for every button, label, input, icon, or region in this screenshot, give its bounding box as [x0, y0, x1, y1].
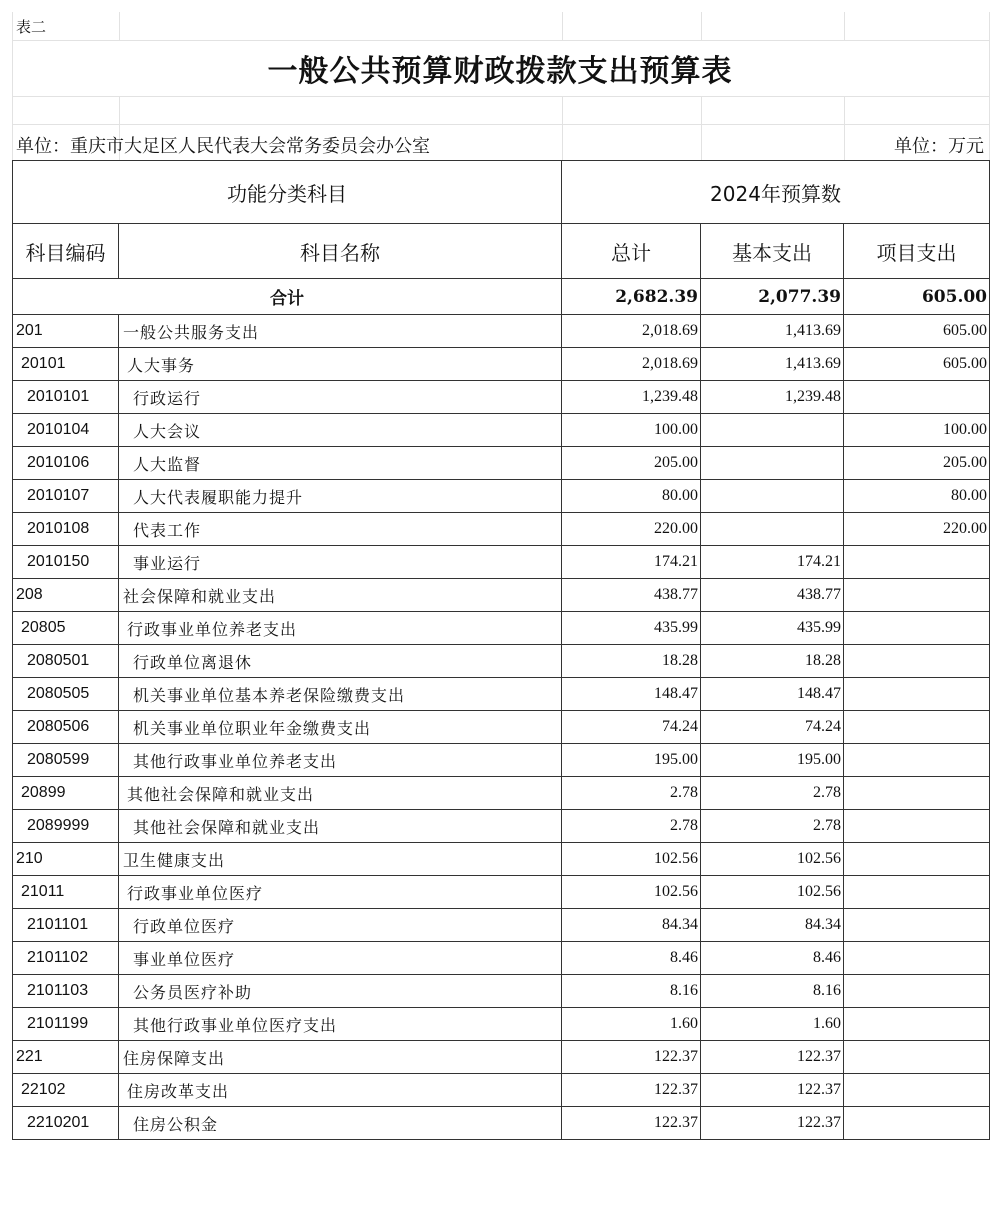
row-basic	[701, 480, 844, 513]
row-name: 人大代表履职能力提升	[119, 480, 562, 513]
row-basic: 435.99	[701, 612, 844, 645]
row-basic: 148.47	[701, 678, 844, 711]
header-functional-category: 功能分类科目	[13, 161, 562, 224]
row-name: 其他行政事业单位医疗支出	[119, 1008, 562, 1041]
row-code: 221	[13, 1041, 119, 1074]
row-code: 2010101	[13, 381, 119, 414]
table-row	[13, 579, 990, 612]
row-code: 21011	[13, 876, 119, 909]
table-row	[13, 1041, 990, 1074]
row-basic: 8.46	[701, 942, 844, 975]
row-project	[844, 777, 990, 810]
row-total: 205.00	[562, 447, 701, 480]
row-project	[844, 579, 990, 612]
row-code: 2101101	[13, 909, 119, 942]
row-project	[844, 1107, 990, 1140]
row-project	[844, 612, 990, 645]
row-basic: 84.34	[701, 909, 844, 942]
row-code: 22102	[13, 1074, 119, 1107]
row-project	[844, 1041, 990, 1074]
table-row	[13, 1074, 990, 1107]
row-name: 行政事业单位医疗	[119, 876, 562, 909]
row-total: 2,018.69	[562, 315, 701, 348]
row-code: 2101102	[13, 942, 119, 975]
table-row	[13, 810, 990, 843]
header-project: 项目支出	[844, 224, 990, 279]
row-name: 社会保障和就业支出	[119, 579, 562, 612]
total-row	[13, 279, 990, 315]
table-row	[13, 777, 990, 810]
row-code: 210	[13, 843, 119, 876]
row-code: 2101199	[13, 1008, 119, 1041]
row-basic: 8.16	[701, 975, 844, 1008]
row-code: 2080599	[13, 744, 119, 777]
row-name: 事业运行	[119, 546, 562, 579]
row-total: 174.21	[562, 546, 701, 579]
row-total: 2.78	[562, 777, 701, 810]
row-project	[844, 810, 990, 843]
total-label: 合计	[13, 279, 562, 315]
row-basic: 102.56	[701, 876, 844, 909]
row-project	[844, 381, 990, 414]
row-name: 人大监督	[119, 447, 562, 480]
row-basic: 438.77	[701, 579, 844, 612]
row-code: 2010104	[13, 414, 119, 447]
table-row	[13, 1008, 990, 1041]
header-budget-year: 2024年预算数	[562, 161, 990, 224]
header-name: 科目名称	[119, 224, 562, 279]
row-total: 2.78	[562, 810, 701, 843]
table-row	[13, 645, 990, 678]
row-total: 435.99	[562, 612, 701, 645]
row-code: 201	[13, 315, 119, 348]
row-total: 84.34	[562, 909, 701, 942]
row-basic	[701, 513, 844, 546]
row-project	[844, 1008, 990, 1041]
row-name: 代表工作	[119, 513, 562, 546]
row-basic: 1,413.69	[701, 348, 844, 381]
table-row	[13, 876, 990, 909]
row-name: 住房保障支出	[119, 1041, 562, 1074]
row-name: 事业单位医疗	[119, 942, 562, 975]
row-code: 2010106	[13, 447, 119, 480]
row-name: 机关事业单位基本养老保险缴费支出	[119, 678, 562, 711]
row-project	[844, 843, 990, 876]
row-basic: 2.78	[701, 810, 844, 843]
row-basic: 1.60	[701, 1008, 844, 1041]
table-row	[13, 315, 990, 348]
row-basic: 18.28	[701, 645, 844, 678]
row-code: 20101	[13, 348, 119, 381]
table-row	[13, 381, 990, 414]
row-total: 1,239.48	[562, 381, 701, 414]
row-total: 80.00	[562, 480, 701, 513]
row-project	[844, 744, 990, 777]
row-name: 行政单位离退休	[119, 645, 562, 678]
table-row	[13, 711, 990, 744]
row-total: 122.37	[562, 1074, 701, 1107]
row-code: 208	[13, 579, 119, 612]
row-code: 2010108	[13, 513, 119, 546]
row-project	[844, 1074, 990, 1107]
unit-organization: 单位：重庆市大足区人民代表大会常务委员会办公室	[16, 136, 430, 157]
table-row	[13, 678, 990, 711]
row-basic: 195.00	[701, 744, 844, 777]
table-row	[13, 447, 990, 480]
row-name: 行政事业单位养老支出	[119, 612, 562, 645]
header-row-2	[13, 224, 990, 279]
row-code: 20899	[13, 777, 119, 810]
table-row	[13, 348, 990, 381]
table-row	[13, 513, 990, 546]
row-code: 2010107	[13, 480, 119, 513]
row-project: 80.00	[844, 480, 990, 513]
page-title: 一般公共预算财政拨款支出预算表	[267, 54, 733, 89]
row-name: 其他社会保障和就业支出	[119, 810, 562, 843]
row-code: 2089999	[13, 810, 119, 843]
unit-currency: 单位：万元	[894, 136, 984, 157]
row-total: 18.28	[562, 645, 701, 678]
header-row-1	[13, 161, 990, 224]
row-name: 行政运行	[119, 381, 562, 414]
row-name: 人大事务	[119, 348, 562, 381]
row-project	[844, 909, 990, 942]
row-project	[844, 678, 990, 711]
row-code: 2080501	[13, 645, 119, 678]
row-project	[844, 975, 990, 1008]
row-total: 438.77	[562, 579, 701, 612]
row-total: 2,018.69	[562, 348, 701, 381]
row-total: 220.00	[562, 513, 701, 546]
row-name: 机关事业单位职业年金缴费支出	[119, 711, 562, 744]
row-project: 605.00	[844, 315, 990, 348]
row-basic: 122.37	[701, 1041, 844, 1074]
row-name: 住房公积金	[119, 1107, 562, 1140]
row-name: 其他社会保障和就业支出	[119, 777, 562, 810]
row-total: 1.60	[562, 1008, 701, 1041]
table-row	[13, 843, 990, 876]
row-basic: 174.21	[701, 546, 844, 579]
total-sum: 2,682.39	[562, 279, 701, 315]
row-basic	[701, 447, 844, 480]
table-row	[13, 942, 990, 975]
row-basic: 1,413.69	[701, 315, 844, 348]
row-name: 公务员医疗补助	[119, 975, 562, 1008]
row-total: 8.46	[562, 942, 701, 975]
table-row	[13, 480, 990, 513]
header-basic: 基本支出	[701, 224, 844, 279]
row-total: 195.00	[562, 744, 701, 777]
row-project	[844, 876, 990, 909]
row-total: 102.56	[562, 843, 701, 876]
row-basic: 102.56	[701, 843, 844, 876]
row-total: 122.37	[562, 1107, 701, 1140]
sheet-label: 表二	[16, 18, 47, 36]
row-total: 102.56	[562, 876, 701, 909]
row-project	[844, 645, 990, 678]
row-code: 2010150	[13, 546, 119, 579]
row-name: 其他行政事业单位养老支出	[119, 744, 562, 777]
row-code: 20805	[13, 612, 119, 645]
row-name: 卫生健康支出	[119, 843, 562, 876]
row-basic: 122.37	[701, 1074, 844, 1107]
row-code: 2080505	[13, 678, 119, 711]
row-name: 一般公共服务支出	[119, 315, 562, 348]
row-code: 2210201	[13, 1107, 119, 1140]
header-code: 科目编码	[13, 224, 119, 279]
table-row	[13, 744, 990, 777]
table-row	[13, 975, 990, 1008]
row-basic: 2.78	[701, 777, 844, 810]
row-basic: 1,239.48	[701, 381, 844, 414]
row-project: 605.00	[844, 348, 990, 381]
table-row	[13, 1107, 990, 1140]
row-project	[844, 711, 990, 744]
row-project: 220.00	[844, 513, 990, 546]
row-project: 205.00	[844, 447, 990, 480]
row-basic	[701, 414, 844, 447]
table-row	[13, 414, 990, 447]
row-total: 100.00	[562, 414, 701, 447]
row-project	[844, 942, 990, 975]
row-total: 8.16	[562, 975, 701, 1008]
row-name: 人大会议	[119, 414, 562, 447]
row-total: 148.47	[562, 678, 701, 711]
row-code: 2080506	[13, 711, 119, 744]
table-row	[13, 909, 990, 942]
row-code: 2101103	[13, 975, 119, 1008]
table-row	[13, 546, 990, 579]
total-project: 605.00	[844, 279, 990, 315]
row-project: 100.00	[844, 414, 990, 447]
row-basic: 122.37	[701, 1107, 844, 1140]
budget-table	[12, 160, 990, 1140]
row-total: 74.24	[562, 711, 701, 744]
row-basic: 74.24	[701, 711, 844, 744]
header-total: 总计	[562, 224, 701, 279]
table-row	[13, 612, 990, 645]
row-name: 住房改革支出	[119, 1074, 562, 1107]
row-project	[844, 546, 990, 579]
row-total: 122.37	[562, 1041, 701, 1074]
total-basic: 2,077.39	[701, 279, 844, 315]
row-name: 行政单位医疗	[119, 909, 562, 942]
